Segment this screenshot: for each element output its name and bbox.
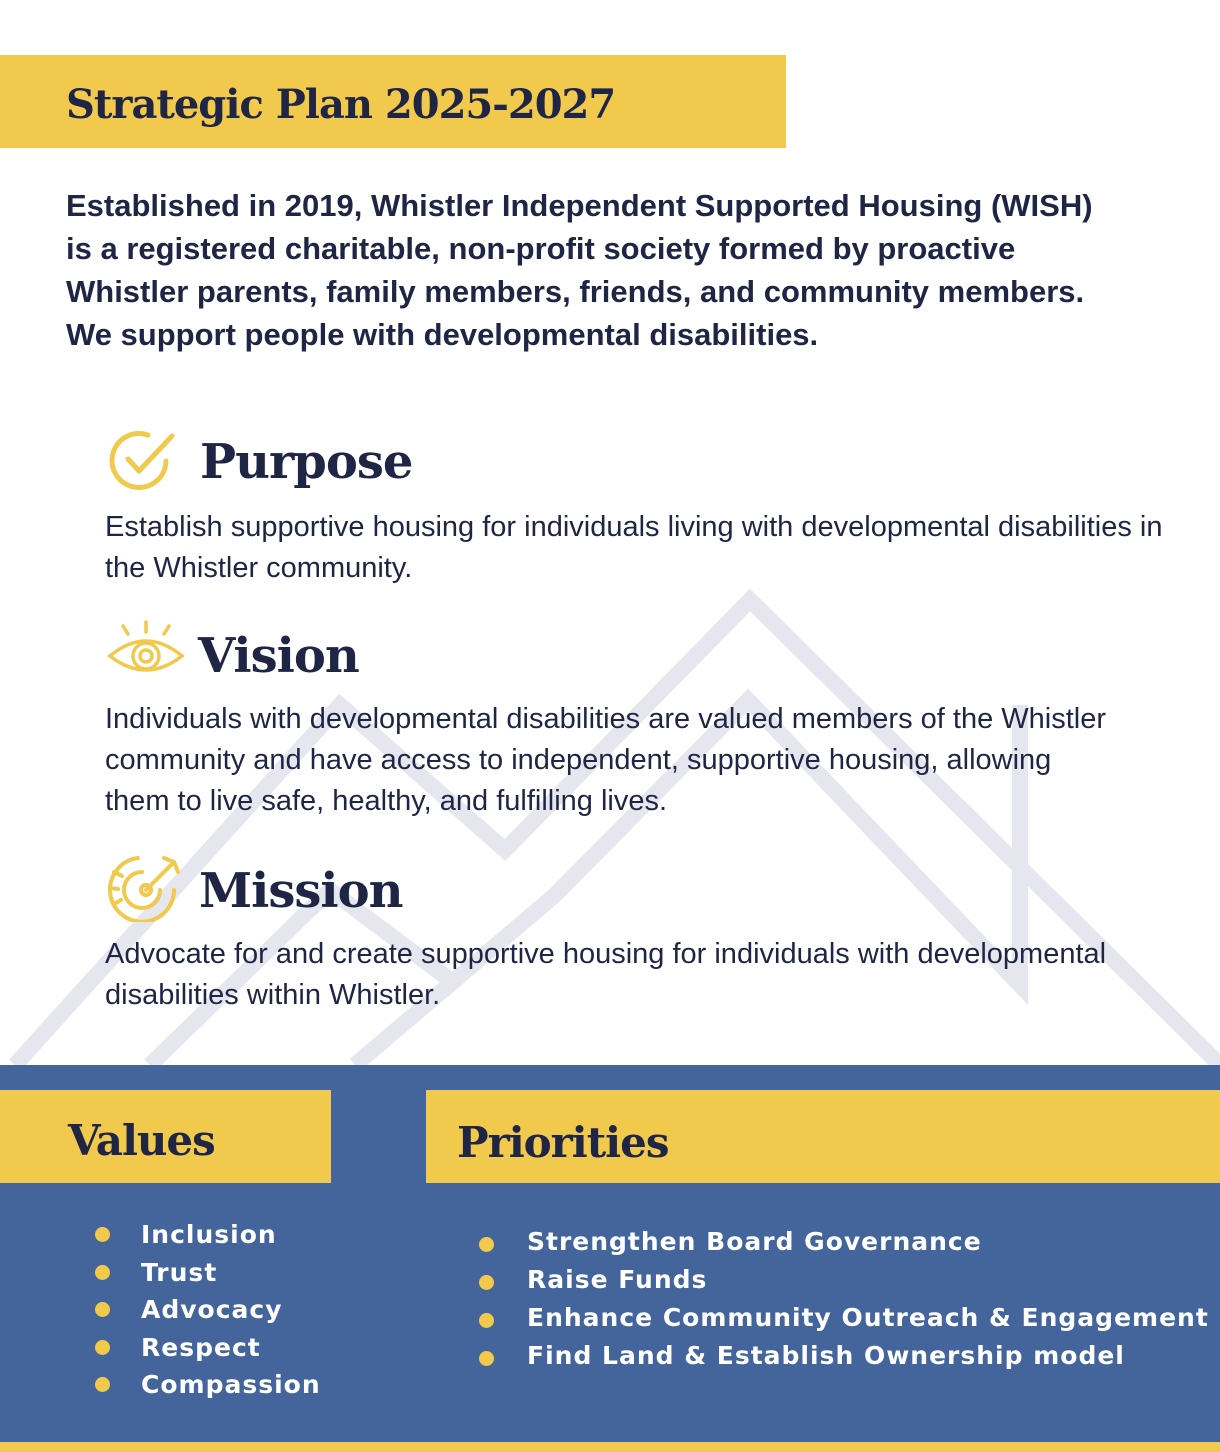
vision-heading: Vision (198, 628, 359, 684)
list-item: Inclusion (141, 1216, 321, 1254)
purpose-heading: Purpose (200, 434, 413, 490)
list-item: Find Land & Establish Ownership model (527, 1337, 1209, 1375)
page-title: Strategic Plan 2025-2027 (66, 81, 616, 128)
bullet-dot-icon (95, 1265, 110, 1280)
list-item: Strengthen Board Governance (527, 1223, 1209, 1261)
values-heading: Values (68, 1116, 215, 1165)
list-item: Enhance Community Outreach & Engagement (527, 1299, 1209, 1337)
bullet-dot-icon (479, 1351, 494, 1366)
priorities-list (527, 1223, 1209, 1375)
purpose-text: Establish supportive housing for individuals living with developmental disabilities in the Whistler community. (105, 511, 1163, 584)
checkmark-circle-icon (108, 427, 176, 493)
values-list (141, 1216, 321, 1404)
bullet-dot-icon (479, 1237, 494, 1252)
bullet-dot-icon (95, 1227, 110, 1242)
list-item: Respect (141, 1329, 321, 1367)
mission-heading: Mission (199, 863, 403, 919)
bullet-dot-icon (479, 1313, 494, 1328)
list-item: Advocacy (141, 1291, 321, 1329)
eye-icon (107, 620, 185, 680)
priorities-heading: Priorities (457, 1118, 669, 1167)
target-arrow-icon (108, 852, 184, 922)
mission-text: Advocate for and create supportive housing for individuals with developmental disabilities within Whistler. (105, 938, 1107, 1011)
bullet-dot-icon (95, 1302, 110, 1317)
bottom-accent-stripe (0, 1442, 1220, 1452)
bullet-dot-icon (479, 1275, 494, 1290)
list-item: Raise Funds (527, 1261, 1209, 1299)
intro-paragraph: Established in 2019, Whistler Independent Supported Housing (WISH) is a registered charitable, non-profit society formed by proactive Whistler parents, family members, friends, and community members. We support people with developmental disabilities. (66, 188, 1093, 352)
vision-text: Individuals with developmental disabilities are valued members of the Whistler community and have access to independent, supportive housing, allowing them to live safe, healthy, and fulfilling lives. (105, 703, 1106, 817)
bullet-dot-icon (95, 1377, 110, 1392)
list-item: Trust (141, 1254, 321, 1292)
list-item: Compassion (141, 1366, 321, 1404)
bullet-dot-icon (95, 1340, 110, 1355)
